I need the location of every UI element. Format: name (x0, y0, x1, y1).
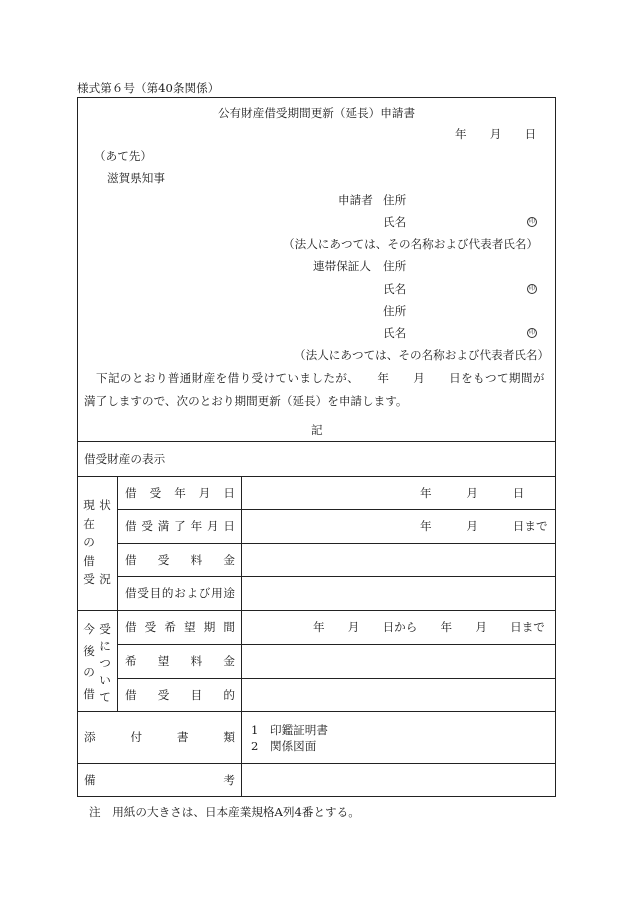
label-glyph: つ (99, 656, 111, 670)
label-glyph: 受 (99, 622, 111, 636)
label-glyph: 借 (125, 519, 137, 533)
guarantor-2-seal-mark: 印 (528, 329, 535, 336)
row-lease-expiry-date (117, 509, 556, 543)
label-glyph: 受 (157, 552, 170, 567)
label-glyph: 期 (203, 620, 216, 634)
label-glyph: 日 (223, 485, 235, 500)
label-glyph: 況 (99, 572, 111, 586)
applicant-address-label: 住所 (383, 193, 407, 207)
label-glyph: い (99, 673, 111, 687)
row-lease-purpose-use (117, 576, 556, 610)
value-lease-purpose (242, 678, 556, 711)
label-glyph: 借 (125, 485, 137, 500)
label-glyph: 受 (83, 572, 95, 586)
label-glyph: 用 (211, 586, 223, 600)
row-property-description (77, 441, 556, 476)
label-glyph: 状 (99, 498, 111, 512)
label-glyph: 目 (190, 687, 203, 702)
label-glyph: 書 (176, 730, 189, 744)
label-glyph: 希 (164, 620, 176, 634)
value-lease-date: 年 月 日 (420, 485, 525, 500)
label-glyph: 月 (198, 485, 211, 500)
value-remarks (242, 763, 556, 797)
label-glyph: 年 (174, 485, 186, 500)
row-lease-fee (117, 543, 556, 576)
label-glyph: て (99, 690, 111, 704)
label-glyph: び (198, 586, 211, 600)
label-glyph: 年 (190, 519, 203, 533)
applicant-corporate-note: （法人にあつては、その名称および代表者氏名） (283, 237, 539, 251)
value-lease-fee (242, 543, 556, 576)
label-glyph: よ (186, 586, 199, 600)
future-lease-label-col-right (99, 623, 111, 703)
label-glyph: 了 (174, 519, 186, 533)
label-glyph: 借 (125, 620, 137, 634)
label-lease-purpose (125, 688, 235, 702)
label-glyph: 後 (83, 643, 95, 658)
label-lease-expiry-date (125, 519, 235, 533)
statement-line-2: 満了しますので、次のとおり期間更新（延長）を申請します。 (84, 394, 408, 408)
label-glyph: 借 (125, 687, 137, 702)
row-desired-fee (117, 644, 556, 678)
guarantor-2-name-label: 氏名 (383, 326, 407, 340)
row-lease-purpose (117, 678, 556, 711)
future-lease-section-label (77, 610, 117, 711)
statement-line-1: 下記のとおり普通財産を借り受けていましたが、 年 月 日をもつて期間が (96, 371, 545, 385)
label-glyph: 金 (223, 552, 235, 567)
current-status-label-col-left (83, 499, 95, 585)
label-glyph: の (83, 535, 95, 549)
label-glyph: 途 (223, 586, 235, 600)
label-glyph: 的 (161, 586, 174, 600)
property-label: 借受財産の表示 (84, 451, 166, 466)
label-glyph: 料 (190, 654, 203, 668)
future-lease-label-col-left (83, 623, 95, 700)
label-glyph: 借 (125, 586, 137, 600)
label-glyph: 望 (184, 620, 196, 634)
paper-size-note: 注 用紙の大きさは、日本産業規格A列4番とする。 (89, 805, 360, 819)
label-glyph: 間 (223, 620, 235, 634)
label-glyph: 受 (149, 485, 162, 500)
label-glyph: 借 (125, 552, 137, 567)
label-glyph: お (174, 586, 186, 600)
label-glyph: 受 (137, 586, 149, 600)
applicant-name-label: 氏名 (383, 215, 407, 229)
row-attachments (77, 711, 556, 763)
label-glyph: 満 (157, 519, 170, 533)
value-lease-purpose-use (242, 576, 556, 610)
value-desired-fee (242, 644, 556, 678)
label-glyph: 添 (84, 730, 96, 744)
value-desired-lease-period: 年 月 日から 年 月 日まで (313, 620, 545, 634)
current-status-section-label (77, 476, 117, 610)
guarantor-role: 連帯保証人 (313, 259, 371, 273)
attachment-item: 2 関係図面 (251, 739, 317, 753)
label-attachments (84, 730, 235, 744)
label-glyph: 受 (157, 687, 170, 702)
label-glyph: 料 (190, 552, 203, 567)
label-glyph: 目 (149, 586, 162, 600)
label-glyph: 現 (83, 498, 95, 512)
label-glyph: 借 (83, 686, 95, 701)
label-desired-lease-period (125, 620, 235, 634)
label-glyph: 望 (157, 654, 170, 668)
row-lease-date (117, 476, 556, 509)
guarantor-2-address-label: 住所 (383, 304, 407, 318)
label-glyph: 借 (83, 553, 95, 568)
label-glyph: 在 (83, 516, 95, 531)
label-glyph: 的 (223, 687, 235, 702)
row-remarks (77, 763, 556, 797)
label-lease-fee (125, 553, 235, 567)
form-number: 様式第６号（第40条関係） (77, 81, 220, 95)
label-glyph: 月 (206, 519, 219, 533)
guarantor-1-seal-mark: 印 (528, 285, 535, 292)
value-lease-expiry-date: 年 月 日まで (420, 519, 548, 533)
label-remarks (84, 773, 235, 787)
label-glyph: 今 (83, 622, 95, 636)
addressee-name: 滋賀県知事 (107, 171, 165, 185)
label-glyph: 受 (141, 519, 153, 533)
label-glyph: 付 (130, 730, 143, 744)
guarantor-1-address-label: 住所 (383, 259, 407, 273)
label-glyph: 希 (125, 654, 137, 668)
row-desired-lease-period (117, 610, 556, 644)
applicant-role: 申請者 (338, 193, 373, 207)
label-desired-fee (125, 654, 235, 668)
applicant-seal-mark: 印 (528, 218, 535, 225)
application-date: 年 月 日 (455, 127, 537, 141)
label-glyph: 日 (223, 519, 235, 533)
label-glyph: 金 (223, 654, 235, 668)
attachments-list (251, 722, 328, 754)
guarantor-1-name-label: 氏名 (383, 282, 407, 296)
label-glyph: 類 (223, 730, 235, 744)
label-glyph: の (83, 665, 95, 680)
label-glyph: に (99, 639, 111, 653)
record-mark: 記 (311, 423, 323, 437)
label-glyph: 考 (223, 773, 235, 787)
guarantor-corporate-note: （法人にあつては、その名称および代表者氏名） (294, 348, 550, 362)
current-status-label-col-right (99, 499, 111, 585)
label-lease-date (125, 486, 235, 500)
label-lease-purpose-use (125, 586, 235, 600)
label-glyph: 備 (84, 773, 96, 787)
addressee-label: （あて先） (94, 149, 152, 163)
attachment-item: 1 印鑑証明書 (251, 723, 328, 737)
form-title: 公有財産借受期間更新（延長）申請書 (217, 106, 416, 120)
label-glyph: 受 (144, 620, 157, 634)
